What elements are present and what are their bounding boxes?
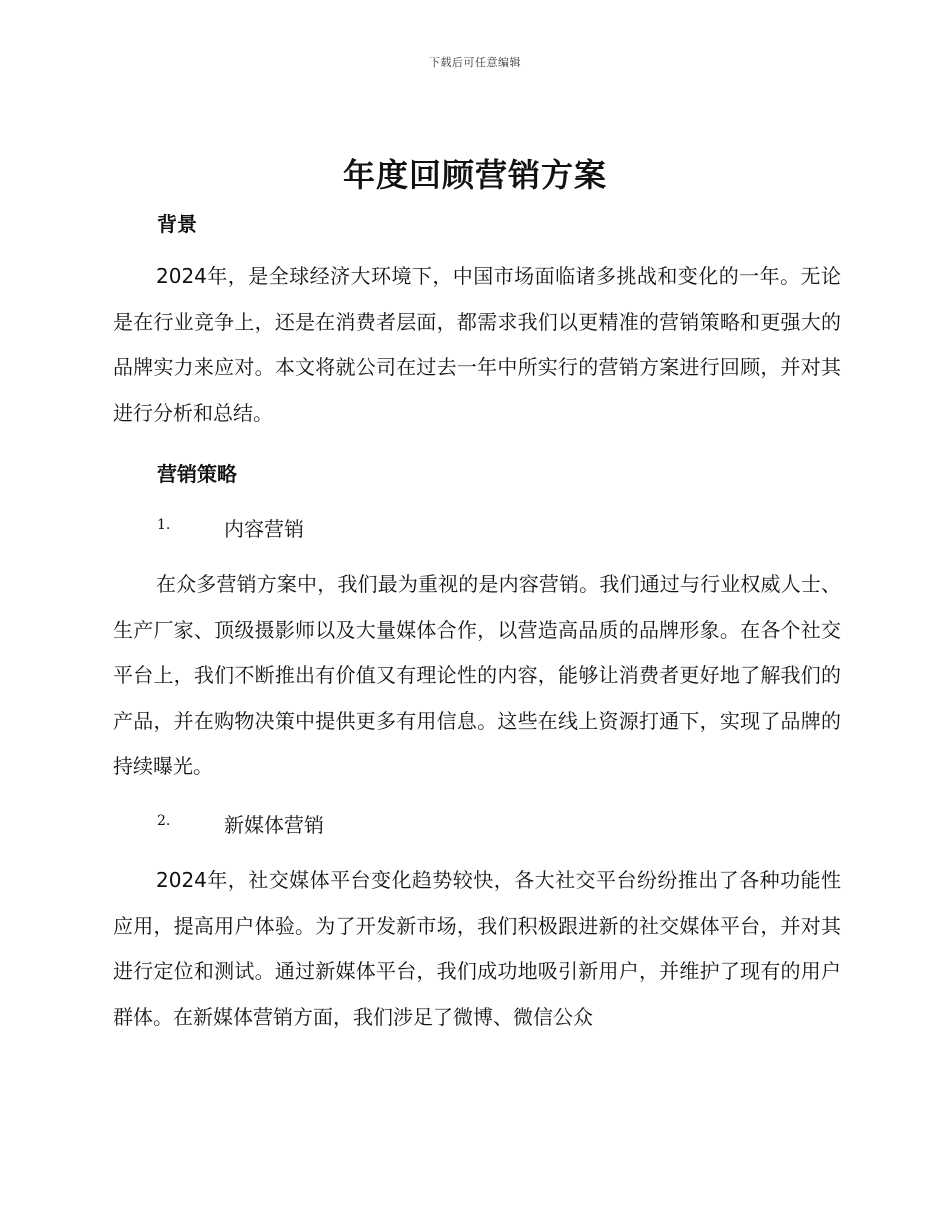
paragraph-new-media-marketing: 2024年，社交媒体平台变化趋势较快，各大社交平台纷纷推出了各种功能性应用，提高用户体验。为了开发新市场，我们积极跟进新的社交媒体平台，并对其进行定位和测试。通过新媒体平台，我们成功地吸引新用户，并维护了现有的用户群体。在新媒体营销方面，我们涉足了微博、微信公众 bbox=[113, 868, 841, 1029]
list-number: 1. bbox=[157, 517, 171, 533]
section-heading-background: 背景 bbox=[157, 212, 197, 236]
paragraph-background: 2024年，是全球经济大环境下，中国市场面临诸多挑战和变化的一年。无论是在行业竞争上，还是在消费者层面，都需求我们以更精准的营销策略和更强大的品牌实力来应对。本文将就公司在过去一年中所实行的营销方案进行回顾，并对其进行分析和总结。 bbox=[113, 264, 841, 425]
list-number: 2. bbox=[157, 813, 171, 829]
list-label: 内容营销 bbox=[224, 517, 304, 541]
list-label: 新媒体营销 bbox=[224, 813, 324, 837]
page-header-note: 下载后可任意编辑 bbox=[429, 56, 521, 69]
section-heading-marketing-strategy: 营销策略 bbox=[157, 462, 237, 486]
paragraph-content-marketing: 在众多营销方案中，我们最为重视的是内容营销。我们通过与行业权威人士、生产厂家、顶级摄影师以及大量媒体合作，以营造高品质的品牌形象。在各个社交平台上，我们不断推出有价值又有理论性的内容，能够让消费者更好地了解我们的产品，并在购物决策中提供更多有用信息。这些在线上资源打通下，实现了品牌的持续曝光。 bbox=[113, 572, 841, 778]
document-title: 年度回顾营销方案 bbox=[342, 156, 607, 194]
